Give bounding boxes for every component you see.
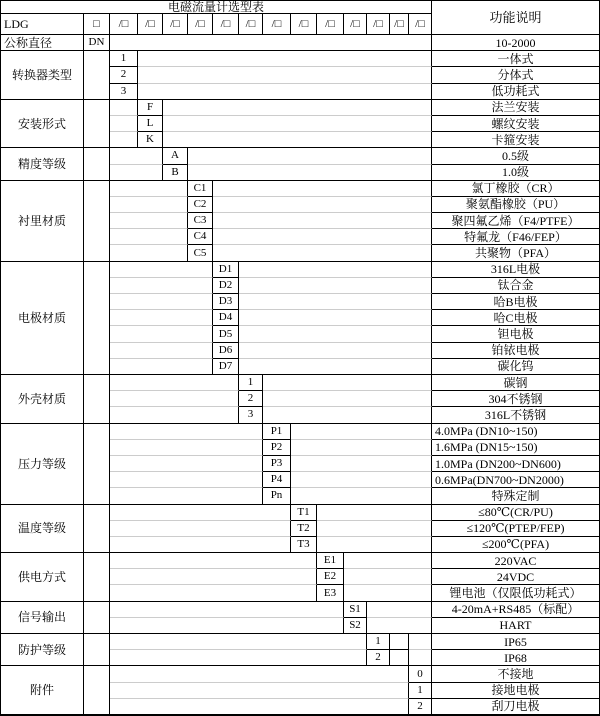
blank-cell [344,569,432,585]
blank-cell [110,391,239,407]
model-slash-cell: /□ [188,14,213,35]
code-cell: P4 [263,472,291,488]
blank-cell [263,375,432,391]
model-slash-cell: /□ [344,14,367,35]
function-desc: 304不锈钢 [432,391,599,407]
col-b-cell [84,424,110,505]
model-slash-cell: /□ [263,14,291,35]
function-desc: 1.0MPa (DN200~DN600) [432,456,599,472]
function-desc: 刮刀电极 [432,699,599,715]
category-label: 压力等级 [1,424,84,505]
category-label: 转换器类型 [1,51,84,100]
blank-cell [163,100,432,116]
table-title: 电磁流量计选型表 [1,1,432,14]
code-cell: D4 [213,310,239,326]
blank-cell [110,585,317,601]
category-label: 电极材质 [1,262,84,375]
model-slash-cell: /□ [163,14,188,35]
code-cell: D6 [213,343,239,359]
code-cell: D1 [213,262,239,278]
function-desc: 特氟龙（F46/FEP） [432,229,599,245]
blank-cell [213,213,432,229]
code-cell: A [163,148,188,164]
code-cell: Pn [263,488,291,504]
blank-cell [110,359,213,375]
blank-cell [317,505,432,521]
code-cell: E2 [317,569,344,585]
model-box-cell: □ [84,14,110,35]
function-desc: 哈C电极 [432,310,599,326]
blank-cell [110,343,213,359]
function-desc: 碳钢 [432,375,599,391]
function-desc: 碳化钨 [432,359,599,375]
col-b-cell [84,51,110,100]
function-desc: 钽电极 [432,326,599,342]
function-desc: 分体式 [432,67,599,83]
blank-cell [291,440,432,456]
code-cell: 3 [110,84,138,100]
function-desc: 316L电极 [432,262,599,278]
function-desc: IP65 [432,634,599,650]
blank-cell [110,424,263,440]
function-desc: 接地电极 [432,683,599,699]
category-label: 温度等级 [1,505,84,554]
blank-cell [291,456,432,472]
function-desc: 10-2000 [432,35,599,51]
blank-cell [110,165,163,181]
code-cell: T2 [291,521,317,537]
function-desc: IP68 [432,650,599,666]
blank-cell [110,650,367,666]
code-cell: E3 [317,585,344,601]
blank-cell [138,51,432,67]
col-b-cell [84,634,110,666]
blank-cell [239,359,432,375]
col-b-cell [84,666,110,715]
function-desc: ≤120℃(PTEP/FEP) [432,521,599,537]
code-cell: P1 [263,424,291,440]
function-desc: HART [432,618,599,634]
function-desc: 钛合金 [432,278,599,294]
blank-cell [110,278,213,294]
code-cell: C3 [188,213,213,229]
blank-cell [239,326,432,342]
blank-box-cell [390,634,409,650]
code-cell: 2 [409,699,432,715]
function-desc: 1.6MPa (DN15~150) [432,440,599,456]
function-desc: 聚氨酯橡胶（PU） [432,197,599,213]
code-cell: 1 [409,683,432,699]
blank-cell [110,634,367,650]
blank-cell [239,278,432,294]
blank-cell [110,683,409,699]
function-desc: 锂电池（仅限低功耗式） [432,585,599,601]
code-cell: P2 [263,440,291,456]
category-label: 公称直径 [1,35,84,51]
blank-cell [110,100,138,116]
code-cell: 1 [367,634,390,650]
blank-cell [138,67,432,83]
blank-cell [291,424,432,440]
blank-cell [110,116,138,132]
col-b-cell [84,505,110,554]
blank-cell [367,618,432,634]
category-label: 外壳材质 [1,375,84,424]
code-cell: K [138,132,163,148]
function-desc: 共聚物（PFA） [432,245,599,261]
blank-cell [110,326,213,342]
function-desc: 1.0级 [432,165,599,181]
code-cell: 2 [367,650,390,666]
function-column-header: 功能说明 [432,1,599,35]
blank-cell [367,602,432,618]
code-cell: T3 [291,537,317,553]
blank-cell [110,245,188,261]
code-cell: C4 [188,229,213,245]
model-slash-cell: /□ [291,14,317,35]
code-cell: P3 [263,456,291,472]
blank-cell [291,488,432,504]
code-cell: 1 [110,51,138,67]
category-label: 衬里材质 [1,181,84,262]
model-slash-cell: /□ [138,14,163,35]
blank-cell [213,197,432,213]
code-cell: B [163,165,188,181]
blank-cell [110,537,291,553]
function-desc: ≤200℃(PFA) [432,537,599,553]
code-cell: 1 [239,375,263,391]
blank-cell [110,569,317,585]
category-label: 防护等级 [1,634,84,666]
col-b-cell [84,148,110,180]
code-cell: 3 [239,407,263,423]
code-cell: DN [84,35,110,51]
category-label: 安装形式 [1,100,84,149]
code-cell: L [138,116,163,132]
col-b-cell [84,100,110,149]
col-b-cell [84,602,110,634]
blank-cell [110,488,263,504]
function-desc: 氯丁橡胶（CR） [432,181,599,197]
blank-cell [110,456,263,472]
blank-cell [110,375,239,391]
code-cell: D3 [213,294,239,310]
blank-cell [213,229,432,245]
blank-cell [213,245,432,261]
code-cell: T1 [291,505,317,521]
function-desc: 316L不锈钢 [432,407,599,423]
blank-cell [409,634,432,650]
blank-cell [409,650,432,666]
blank-cell [110,472,263,488]
col-b-cell [84,262,110,375]
category-label: 信号输出 [1,602,84,634]
blank-cell [110,197,188,213]
code-cell: D2 [213,278,239,294]
blank-box-cell [390,650,409,666]
function-desc: 哈B电极 [432,294,599,310]
blank-cell [317,521,432,537]
blank-cell [110,181,188,197]
blank-cell [344,585,432,601]
col-b-cell [84,375,110,424]
blank-cell [110,553,317,569]
blank-cell [239,310,432,326]
function-desc: ≤80℃(CR/PU) [432,505,599,521]
blank-cell [291,472,432,488]
blank-cell [110,407,239,423]
blank-cell [110,618,344,634]
model-slash-cell: /□ [239,14,263,35]
function-desc: 卡箍安装 [432,132,599,148]
category-label: 附件 [1,666,84,715]
model-slash-cell: /□ [317,14,344,35]
blank-cell [344,553,432,569]
blank-cell [110,213,188,229]
blank-cell [110,699,409,715]
code-cell: S2 [344,618,367,634]
code-cell: C5 [188,245,213,261]
function-desc: 特殊定制 [432,488,599,504]
blank-cell [239,262,432,278]
blank-cell [110,521,291,537]
function-desc: 24VDC [432,569,599,585]
model-slash-cell: /□ [367,14,390,35]
blank-cell [188,165,432,181]
code-cell: C2 [188,197,213,213]
function-desc: 4-20mA+RS485（标配） [432,602,599,618]
code-cell: 0 [409,666,432,682]
category-label: 供电方式 [1,553,84,602]
blank-cell [110,35,432,51]
function-desc: 聚四氟乙烯（F4/PTFE） [432,213,599,229]
function-desc: 不接地 [432,666,599,682]
blank-cell [239,294,432,310]
code-cell: C1 [188,181,213,197]
function-desc: 螺纹安装 [432,116,599,132]
blank-cell [163,116,432,132]
function-desc: 铂铱电极 [432,343,599,359]
blank-cell [110,148,163,164]
category-label: 精度等级 [1,148,84,180]
code-cell: 2 [110,67,138,83]
function-desc: 4.0MPa (DN10~150) [432,424,599,440]
function-desc: 0.6MPa(DN700~DN2000) [432,472,599,488]
code-cell: F [138,100,163,116]
model-slash-cell: /□ [409,14,432,35]
blank-cell [263,407,432,423]
code-cell: S1 [344,602,367,618]
blank-cell [213,181,432,197]
blank-cell [110,602,344,618]
col-b-cell [84,553,110,602]
model-slash-cell: /□ [213,14,239,35]
blank-cell [110,505,291,521]
model-slash-cell: /□ [110,14,138,35]
function-desc: 一体式 [432,51,599,67]
model-slash-cell: /□ [390,14,409,35]
code-cell: 2 [239,391,263,407]
blank-cell [110,229,188,245]
function-desc: 220VAC [432,553,599,569]
function-desc: 法兰安装 [432,100,599,116]
code-cell: D7 [213,359,239,375]
blank-cell [317,537,432,553]
code-cell: D5 [213,326,239,342]
blank-cell [110,262,213,278]
blank-cell [110,310,213,326]
blank-cell [110,294,213,310]
blank-cell [138,84,432,100]
blank-cell [163,132,432,148]
model-prefix: LDG [1,14,84,35]
blank-cell [188,148,432,164]
blank-cell [110,440,263,456]
blank-cell [263,391,432,407]
blank-cell [110,132,138,148]
function-desc: 低功耗式 [432,84,599,100]
code-cell: E1 [317,553,344,569]
blank-cell [239,343,432,359]
function-desc: 0.5级 [432,148,599,164]
blank-cell [110,666,409,682]
col-b-cell [84,181,110,262]
